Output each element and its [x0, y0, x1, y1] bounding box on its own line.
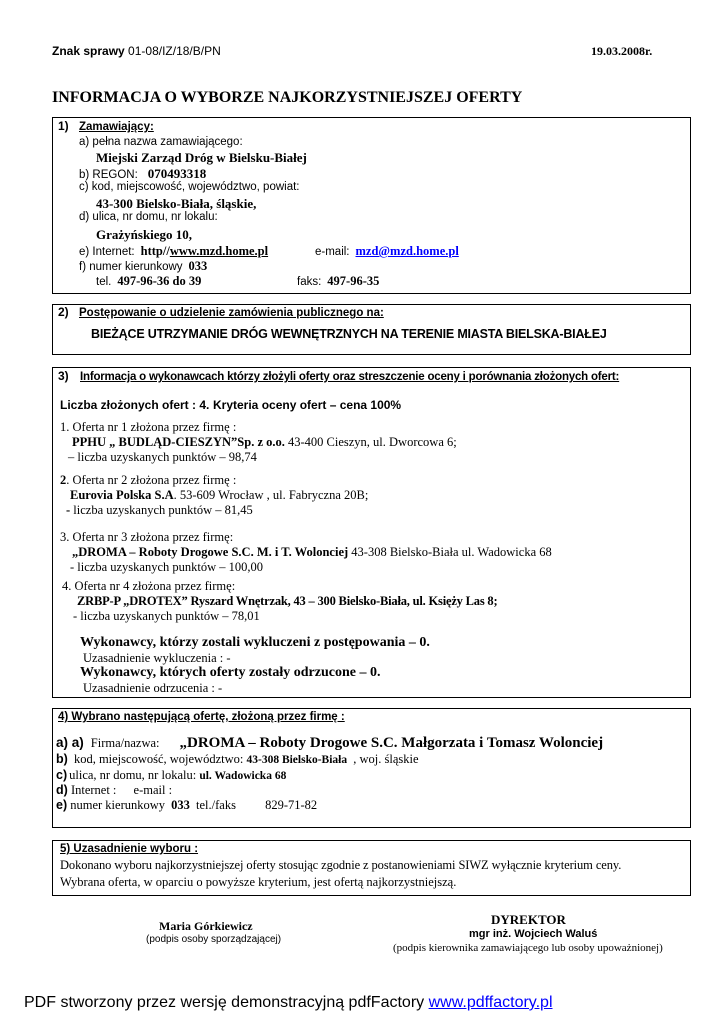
- section1-number: 1): [58, 119, 69, 133]
- offer-1-company-line: [72, 435, 457, 450]
- selected-street-line: [56, 768, 286, 783]
- offer-4-points: - liczba uzyskanych punktów – 78,01: [73, 609, 260, 623]
- director-title: DYREKTOR: [491, 912, 566, 927]
- area-code-label: f) numer kierunkowy: [79, 261, 183, 273]
- section3-heading: Informacja o wykonawcach którzy złożyli oferty oraz streszczenie oceny i porównania złożonych ofert:: [80, 371, 620, 383]
- offer-2-company-line: [70, 488, 368, 503]
- orderer-name-label: a) pełna nazwa zamawiającego:: [79, 136, 243, 148]
- selected-phone-number: 829-71-82: [265, 798, 318, 812]
- offer-1-points: – liczba uzyskanych punktów – 98,74: [68, 450, 257, 464]
- offer-2-header: [60, 473, 236, 488]
- selected-street-label: ulica, nr domu, nr lokalu:: [69, 768, 197, 782]
- section2-heading: Postępowanie o udzielenie zamówienia publicznego na:: [79, 307, 384, 319]
- pdf-watermark: [24, 994, 553, 1012]
- offers-count: Liczba złożonych ofert : 4.: [60, 398, 210, 412]
- selected-location-label: kod, miejscowość, województwo:: [73, 752, 244, 766]
- orderer-phone: [96, 272, 201, 290]
- internet-prefix: http//: [140, 244, 170, 258]
- offer-1-header: 1. Oferta nr 1 złożona przez firmę :: [60, 420, 237, 434]
- orderer-location-label: c) kod, miejscowość, województwo, powiat:: [79, 181, 300, 193]
- selected-phone-line: [56, 798, 317, 813]
- preparer-role: (podpis osoby sporządzającej): [146, 934, 282, 945]
- orderer-street: Grażyńskiego 10,: [96, 227, 193, 242]
- case-number: 01-08/IZ/18/B/PN: [128, 44, 221, 58]
- section3-number: 3): [58, 369, 69, 383]
- justification-line-2: Wybrana oferta, w oparciu o powyższe kryterium, jest ofertą najkorzystniejszą.: [60, 875, 457, 889]
- selected-location-region: , woj. śląskie: [353, 752, 419, 766]
- offer-3-company-line: [72, 545, 552, 560]
- excluded-heading: Wykonawcy, którzy zostali wykluczeni z postępowania – 0.: [80, 635, 430, 650]
- orderer-fax: [297, 272, 379, 290]
- selected-company-line: [56, 734, 603, 752]
- offer-3-points: - liczba uzyskanych punktów – 100,00: [70, 560, 264, 574]
- offer-4-header: 4. Oferta nr 4 złożona przez firmę:: [62, 579, 236, 593]
- selected-street-prefix: c): [56, 768, 68, 782]
- rejected-reason: Uzasadnienie odrzucenia : -: [83, 681, 223, 695]
- offer-2-company: Eurovia Polska S.A: [70, 488, 174, 502]
- selected-internet-label: Internet :: [70, 783, 117, 797]
- offer-3-company: „DROMA – Roboty Drogowe S.C. M. i T. Wolonciej: [72, 545, 349, 559]
- selected-company-label: Firma/nazwa:: [90, 736, 160, 750]
- section4-heading: [58, 711, 345, 723]
- selected-location-line: [56, 752, 419, 767]
- offer-2-points: liczba uzyskanych punktów – 81,45: [73, 503, 253, 517]
- procurement-subject: BIEŻĄCE UTRZYMANIE DRÓG WEWNĘTRZNYCH NA TERENIE MIASTA BIELSKA-BIAŁEJ: [91, 327, 607, 341]
- orderer-street-label: d) ulica, nr domu, nr lokalu:: [79, 211, 218, 223]
- offer-4-company: ZRBP-P „DROTEX” Ryszard Wnętrzak, 43 – 300 Bielsko-Biała, ul. Księży Las 8;: [77, 594, 498, 608]
- excluded-reason: Uzasadnienie wykluczenia : -: [83, 651, 231, 665]
- offer-2-header-text: . Oferta nr 2 złożona przez firmę :: [66, 473, 237, 487]
- orderer-name: Miejski Zarząd Dróg w Bielsku-Białej: [96, 150, 307, 165]
- offer-2-points-line: [66, 503, 253, 518]
- pdf-watermark-text: PDF stworzony przez wersję demonstracyjną pdfFactory: [24, 994, 425, 1011]
- regon-value: 070493318: [147, 166, 207, 181]
- selected-street-value: ul. Wadowicka 68: [199, 770, 287, 782]
- offer-2-points-prefix: -: [66, 503, 71, 517]
- offer-2-number: 2: [60, 473, 67, 487]
- case-reference: [52, 44, 221, 58]
- phone-value: 497-96-36 do 39: [117, 274, 202, 288]
- preparer-name: Maria Górkiewicz: [159, 919, 253, 933]
- director-role: (podpis kierownika zamawiającego lub osoby upoważnionej): [393, 942, 663, 954]
- selected-company-prefix: a) a): [56, 735, 84, 750]
- selected-area-code: 033: [171, 798, 190, 812]
- case-label: Znak sprawy: [52, 44, 125, 58]
- section4-heading-text: 4) Wybrano następującą ofertę, złożoną przez firmę :: [58, 711, 345, 723]
- justification-line-1: Dokonano wyboru najkorzystniejszej oferty stosując zgodnie z postanowieniami SIWZ wyłącznie kryterium ceny.: [60, 858, 622, 872]
- selected-phone-fax-label: tel./faks: [196, 798, 236, 812]
- selected-location-value: 43-308 Bielsko-Biała: [246, 754, 348, 766]
- director-name: mgr inż. Wojciech Waluś: [469, 928, 598, 940]
- selected-phone-label: numer kierunkowy: [70, 798, 166, 812]
- selected-location-prefix: b): [56, 752, 68, 766]
- section5-heading: 5) Uzasadnienie wyboru :: [60, 843, 199, 855]
- orderer-location: 43-300 Bielsko-Biała, śląskie,: [96, 196, 257, 211]
- offer-3-header: 3. Oferta nr 3 złożona przez firmę:: [60, 530, 234, 544]
- offer-1-address: 43-400 Cieszyn, ul. Dworcowa 6;: [284, 435, 457, 449]
- fax-value: 497-96-35: [327, 274, 380, 288]
- internet-label: e) Internet:: [79, 246, 135, 258]
- selected-internet-prefix: d): [56, 783, 68, 797]
- orderer-email: [315, 242, 459, 260]
- rejected-heading: Wykonawcy, których oferty zostały odrzucone – 0.: [80, 665, 381, 680]
- regon-label: b) REGON:: [79, 169, 138, 181]
- fax-label: faks:: [297, 276, 322, 288]
- selected-email-label: e-mail :: [133, 783, 173, 797]
- phone-label: tel.: [96, 276, 112, 288]
- document-date: 19.03.2008r.: [591, 44, 653, 58]
- email-label: e-mail:: [315, 246, 350, 258]
- selected-company-name: „DROMA – Roboty Drogowe S.C. Małgorzata i Tomasz Wolonciej: [179, 735, 604, 751]
- section1-heading: Zamawiający:: [79, 121, 154, 133]
- section2-number: 2): [58, 305, 69, 319]
- area-code-value: 033: [188, 259, 208, 273]
- offer-1-company: PPHU „ BUDLĄD-CIESZYN”Sp. z o.o.: [72, 435, 285, 449]
- offer-2-address: . 53-609 Wrocław , ul. Fabryczna 20B;: [173, 488, 369, 502]
- document-title: INFORMACJA O WYBORZE NAJKORZYSTNIEJSZEJ OFERTY: [52, 89, 523, 106]
- email-link[interactable]: mzd@mzd.home.pl: [355, 244, 459, 258]
- offers-criteria: Kryteria oceny ofert – cena 100%: [213, 398, 402, 412]
- offer-3-address: 43-308 Bielsko-Biała ul. Wadowicka 68: [348, 545, 552, 559]
- selected-phone-prefix: e): [56, 798, 68, 812]
- website-link[interactable]: www.mzd.home.pl: [169, 244, 269, 258]
- selected-internet-line: [56, 783, 172, 798]
- pdffactory-link[interactable]: www.pdffactory.pl: [428, 994, 553, 1011]
